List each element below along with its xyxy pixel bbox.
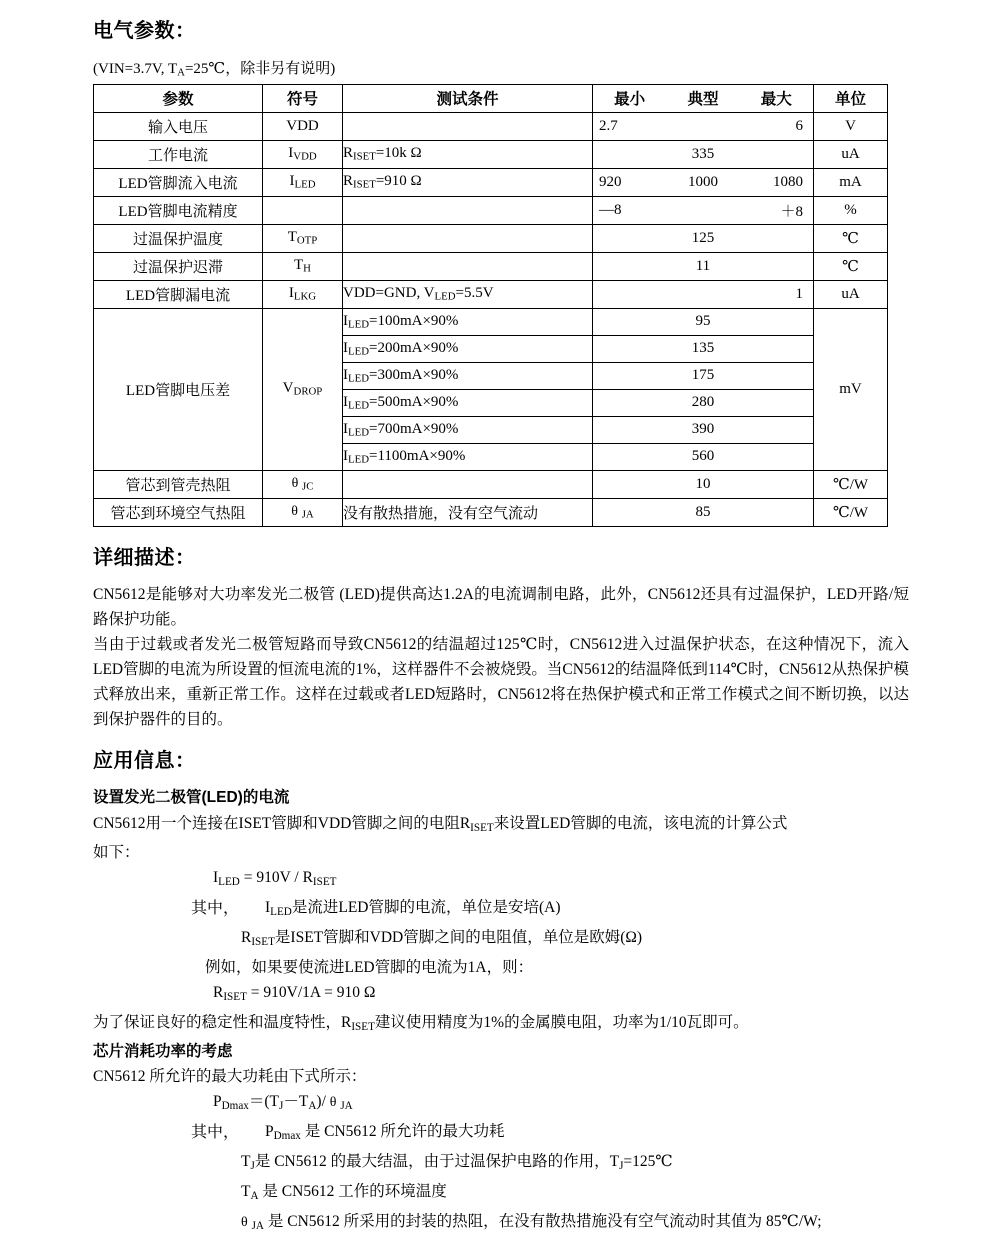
row-symbol: $I_{LED}$ (263, 168, 343, 196)
header-max: 最大 (740, 87, 813, 109)
row-symbol: $I_{VDD}$ (263, 140, 343, 168)
row-typ: 135 (666, 340, 739, 357)
row-symbol (263, 196, 343, 224)
table-row (94, 196, 888, 224)
definition-tj: $T_J$是 CN5612 的最大结温，由于过温保护电路的作用，$T_J=125℃$ (93, 1149, 909, 1179)
row-condition: $I_{LED}=200mA\times 90\%$ (343, 335, 593, 362)
row-param: LED管脚流入电流 (94, 168, 263, 196)
row-condition (343, 470, 593, 498)
section-title-detailed: 详细描述： (93, 541, 909, 570)
row-unit: ℃/W (814, 470, 888, 498)
formula-iled: $I_{LED} = 910V / R_{ISET}$ (93, 865, 909, 895)
row-condition: $I_{LED}=1100mA\times 90\%$ (343, 443, 593, 470)
closing-post: 建议使用精度为1%的金属膜电阻，功率为1/10瓦即可。 (375, 1014, 749, 1031)
header-param: 参数 (94, 84, 263, 112)
header-unit: 单位 (814, 84, 888, 112)
row-values (593, 498, 814, 526)
table-row (94, 498, 888, 526)
row-condition (343, 252, 593, 280)
table-row (94, 168, 888, 196)
row-typ: 175 (666, 367, 739, 384)
header-min: 最小 (593, 87, 666, 109)
row-values (593, 416, 814, 443)
conditions-text: (VIN=3.7V, $T_A=25℃$，除非另有说明) (93, 61, 335, 77)
table-row (94, 224, 888, 252)
row-condition (343, 196, 593, 224)
row-unit: uA (814, 280, 888, 308)
row-typ: 95 (666, 313, 739, 330)
row-values (593, 224, 814, 252)
row-param: 管芯到环境空气热阻 (94, 498, 263, 526)
header-condition: 测试条件 (343, 84, 593, 112)
definition-iled: $I_{LED}$是流进LED管脚的电流，单位是安培(A) (265, 895, 561, 925)
intro-pre: CN5612用一个连接在ISET管脚和VDD管脚之间的电阻R (93, 815, 470, 832)
page-content (93, 0, 909, 1238)
row-max: 1080 (740, 174, 813, 191)
row-condition: VDD=GND, $V_{LED}=5.5V$ (343, 280, 593, 308)
closing-sub: ISET (351, 1020, 375, 1032)
definition-pdmax: $P_{Dmax}$ 是 CN5612 所允许的最大功耗 (265, 1119, 505, 1149)
definition-riset: $R_{ISET}$是ISET管脚和VDD管脚之间的电阻值，单位是欧姆(Ω) (93, 925, 909, 955)
table-row (94, 470, 888, 498)
led-current-closing (93, 1010, 909, 1040)
row-unit: ℃/W (814, 498, 888, 526)
row-param: LED管脚漏电流 (94, 280, 263, 308)
row-min: —8 (593, 202, 666, 219)
row-condition: $I_{LED}=500mA\times 90\%$ (343, 389, 593, 416)
row-values (593, 389, 814, 416)
definition-theta-ja: θ $_{JA}$ 是 CN5612 所采用的封装的热阻，在没有散热措施没有空气流动时其值为 85℃/W; (93, 1209, 909, 1238)
row-values (593, 335, 814, 362)
row-max: 1 (740, 286, 813, 303)
row-typ: 335 (666, 146, 739, 163)
led-current-intro (93, 811, 909, 841)
detailed-paragraph-1: CN5612是能够对大功率发光二极管 (LED)提供高达1.2A的电流调制电路，此外，CN5612还具有过温保护，LED开路/短路保护功能。 (93, 582, 909, 632)
row-condition: $I_{LED}=100mA\times 90\%$ (343, 308, 593, 335)
row-values (593, 308, 814, 335)
table-row (94, 280, 888, 308)
intro-sub: ISET (470, 821, 494, 833)
subsection-title-led-current: 设置发光二极管(LED)的电流 (93, 785, 909, 807)
row-values (593, 168, 814, 196)
row-symbol: θ $_{JA}$ (263, 498, 343, 526)
row-typ: 125 (666, 230, 739, 247)
row-unit: mV (814, 308, 888, 470)
intro-post: 来设置LED管脚的电流，该电流的计算公式 (494, 815, 788, 832)
table-row (94, 112, 888, 140)
row-values (593, 362, 814, 389)
row-condition (343, 224, 593, 252)
table-row (94, 140, 888, 168)
section-title-electrical: 电气参数： (93, 14, 909, 43)
row-max: ＋8 (740, 200, 813, 221)
power-intro: CN5612 所允许的最大功耗由下式所示： (93, 1064, 909, 1089)
table-header-row (94, 84, 888, 112)
row-param: 工作电流 (94, 140, 263, 168)
row-values (593, 470, 814, 498)
definition-ta: $T_A$ 是 CN5612 工作的环境温度 (93, 1179, 909, 1209)
led-current-intro-line2: 如下： (93, 840, 909, 865)
closing-pre: 为了保证良好的稳定性和温度特性，R (93, 1014, 351, 1031)
row-values (593, 140, 814, 168)
row-typ: 1000 (666, 174, 739, 191)
electrical-characteristics-table (93, 84, 888, 527)
row-unit: V (814, 112, 888, 140)
formula-riset-example: $R_{ISET} = 910V/1A = 910$ Ω (93, 980, 909, 1010)
row-min: 2.7 (593, 118, 666, 135)
row-unit: uA (814, 140, 888, 168)
formula-pdmax: $P_{Dmax}=(T_J-T_A)/$ θ $_{JA}$ (93, 1089, 909, 1119)
row-typ: 10 (666, 476, 739, 493)
subsection-title-power: 芯片消耗功率的考虑 (93, 1039, 909, 1061)
header-values (593, 84, 814, 112)
row-symbol: $T_{OTP}$ (263, 224, 343, 252)
table-row-vdrop (94, 308, 888, 335)
row-typ: 85 (666, 504, 739, 521)
detailed-paragraph-2: 当由于过载或者发光二极管短路而导致CN5612的结温超过125℃时，CN5612进入过温保护状态，在这种情况下，流入LED管脚的电流为所设置的恒流电流的1%，这样器件不会被烧毁。当CN5612的结温降低到114℃时，CN5612从热保护模式释放出来，重新正常工作。这样在过载或者LED短路时，CN5612将在热保护模式和正常工作模式之间不断切换，以达到保护器件的目的。 (93, 632, 909, 732)
row-condition: $I_{LED}=300mA\times 90\%$ (343, 362, 593, 389)
row-condition: 没有散热措施，没有空气流动 (343, 498, 593, 526)
row-typ: 280 (666, 394, 739, 411)
row-condition (343, 112, 593, 140)
row-symbol: $V_{DROP}$ (263, 308, 343, 470)
row-unit: ℃ (814, 252, 888, 280)
row-param: 管芯到管壳热阻 (94, 470, 263, 498)
row-symbol: $I_{LKG}$ (263, 280, 343, 308)
row-values (593, 280, 814, 308)
row-values (593, 252, 814, 280)
row-param: LED管脚电压差 (94, 308, 263, 470)
row-values (593, 196, 814, 224)
row-param: 输入电压 (94, 112, 263, 140)
row-unit: % (814, 196, 888, 224)
row-condition: $R_{ISET}=910$ Ω (343, 168, 593, 196)
row-min: 920 (593, 174, 666, 191)
row-typ: 390 (666, 421, 739, 438)
row-symbol: $T_H$ (263, 252, 343, 280)
row-condition: $R_{ISET}=10k$ Ω (343, 140, 593, 168)
row-condition: $I_{LED}=700mA\times 90\%$ (343, 416, 593, 443)
header-symbol: 符号 (263, 84, 343, 112)
header-typ: 典型 (666, 87, 739, 109)
row-typ: 11 (666, 258, 739, 275)
section-title-application: 应用信息： (93, 744, 909, 773)
power-where-row (93, 1119, 909, 1149)
test-conditions-note (93, 57, 909, 79)
row-typ: 560 (666, 448, 739, 465)
row-param: 过温保护温度 (94, 224, 263, 252)
row-values (593, 443, 814, 470)
row-values (593, 112, 814, 140)
row-unit: mA (814, 168, 888, 196)
table-row (94, 252, 888, 280)
row-param: 过温保护迟滞 (94, 252, 263, 280)
row-symbol: θ $_{JC}$ (263, 470, 343, 498)
row-param: LED管脚电流精度 (94, 196, 263, 224)
row-symbol: VDD (263, 112, 343, 140)
where-label: 其中， (191, 1119, 265, 1149)
row-max: 6 (740, 118, 813, 135)
row-unit: ℃ (814, 224, 888, 252)
led-current-example-label: 例如，如果要使流进LED管脚的电流为1A，则： (93, 955, 909, 980)
where-label: 其中， (191, 895, 265, 925)
led-current-where-row (93, 895, 909, 925)
